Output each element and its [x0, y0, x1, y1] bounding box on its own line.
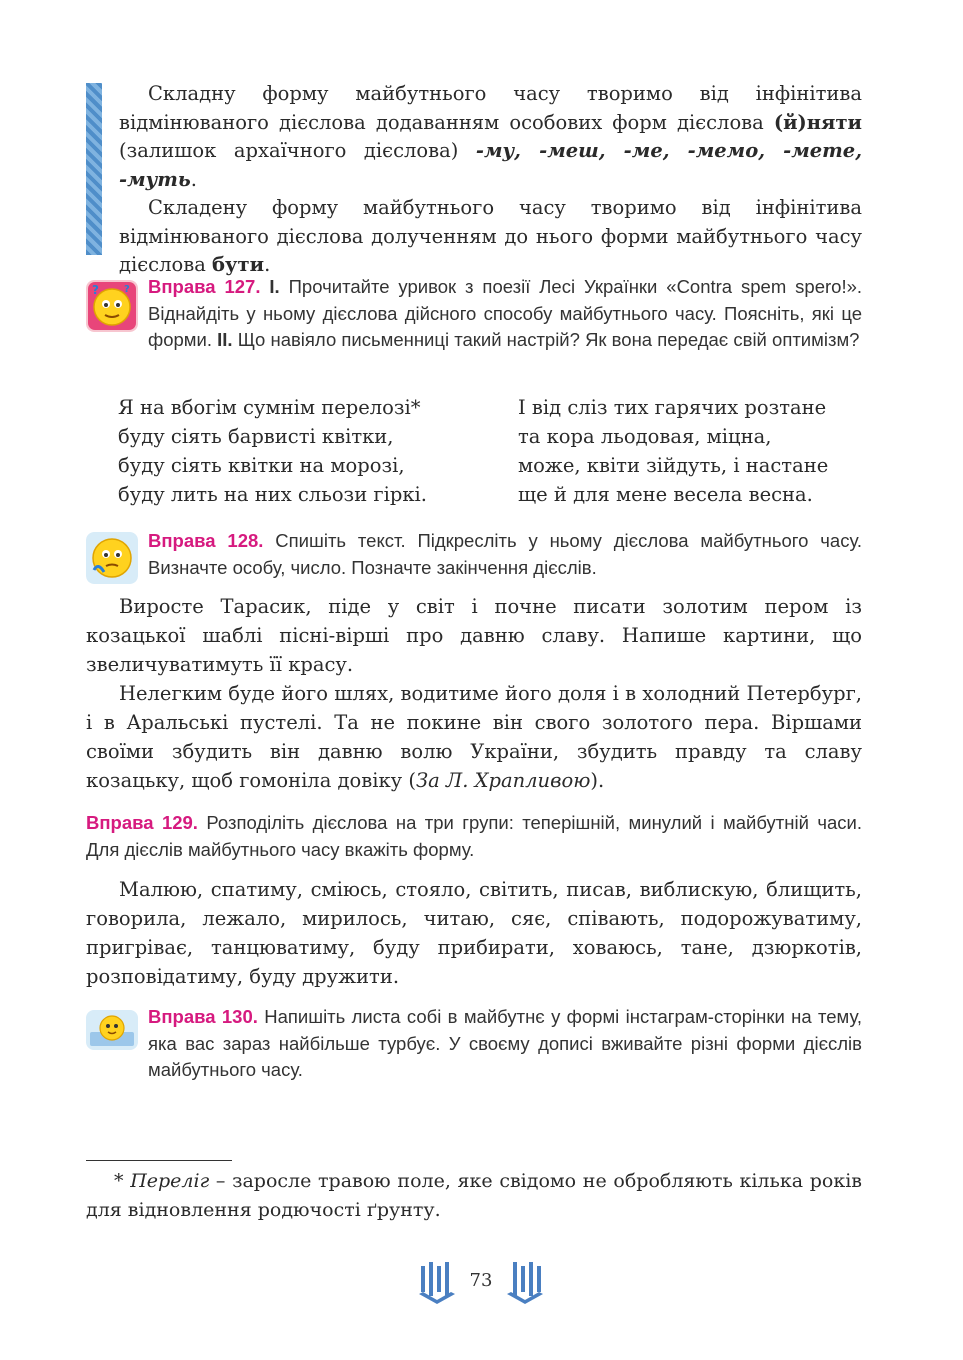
poem-line: буду лить на них сльози гіркі. [118, 483, 427, 506]
exercise-129 [86, 810, 862, 863]
page-number: 73 [469, 1270, 493, 1291]
poem-line: ще й для мене весела весна. [518, 483, 813, 506]
footnote: * Переліг – заросле травою поле, яке свідомо не обробляють кілька років для відновлення родючості ґрунту. [86, 1170, 862, 1221]
poem-line: та кора льодовая, міцна, [518, 425, 772, 448]
exercise-129-text: Вправа 129. Розподіліть дієслова на три групи: теперішній, минулий і майбутній часи. Для дієслів майбутнього часу вкажіть форму. [86, 812, 862, 860]
poem-line: може, квіти зійдуть, і настане [518, 454, 829, 477]
page-number-block [417, 1258, 545, 1306]
poem-line: І від сліз тих гарячих розтане [518, 396, 827, 419]
rule-paragraph-2: Складену форму майбутнього часу творимо від інфінітива відмінюваного дієслова долученням до нього форми майбутнього часу дієслова бути. [119, 196, 862, 276]
rule-paragraph-1: Складну форму майбутнього часу творимо від інфінітива відмінюваного дієслова додаванням особових форм дієслова (й)няти (залишок архаїчного дієслова) -му, -меш, -ме, -мемо, -мете, -муть. [119, 82, 862, 191]
phone-smiley-icon [86, 532, 138, 584]
page-ornament-icon [505, 1260, 545, 1304]
rule-text [119, 80, 862, 280]
svg-text:?: ? [92, 283, 99, 297]
exercise-128-passage [86, 592, 862, 795]
exercise-129-word-list: Малюю, спатиму, сміюсь, стояло, світить, писав, виблискую, блищить, говорила, лежало, мирилось, читаю, сяє, співають, подорожуватиму, пригріває, танцюватиму, буду прибирати, ховаюсь, тане, дзюркотів, розповідатиму, буду дружити. [86, 878, 862, 988]
exercise-128 [86, 528, 862, 581]
exercise-127 [86, 274, 862, 354]
page-ornament-icon [417, 1260, 457, 1304]
writing-smiley-icon [86, 1010, 138, 1050]
passage-paragraph-1: Виросте Тарасик, піде у світ і почне писати золотим пером із козацької шаблі пісні-вірші про давню славу. Напише картини, що звеличуватимуть її красу. [86, 595, 862, 676]
poem-line: Я на вбогім сумнім перелозі* [118, 396, 421, 419]
thinking-smiley-icon [86, 280, 138, 332]
poem-left-column [118, 393, 427, 509]
exercise-130-text: Вправа 130. Напишіть листа собі в майбутнє у формі інстаграм-сторінки на тему, яка вас зараз найбільше турбує. У своєму дописі вживайте різні форми дієслів майбутнього часу. [148, 1006, 863, 1080]
exercise-127-text: Вправа 127. І. Прочитайте уривок з поезії Лесі Українки «Contra spem spero!». Віднайдіть у ньому дієслова дійсного способу майбутнього часу. Поясніть, які це форми. ІІ. Що навіяло письменниці такий настрій? Як вона передає свій оптимізм? [148, 276, 863, 350]
poem-line: буду сіять барвисті квітки, [118, 425, 394, 448]
exercise-130 [86, 1004, 862, 1084]
poem-right-column [518, 393, 828, 509]
svg-text:?: ? [124, 284, 130, 295]
rule-accent-bar [86, 83, 102, 255]
source-attribution: За Л. Храпливою [415, 769, 591, 792]
footnote-divider [86, 1160, 232, 1161]
passage-paragraph-2: Нелегким буде його шлях, водитиме його доля і в холодний Петербург, і в Аральські пустелі. Та не покине він свого золотого пера. Віршами своїми збудить він давню волю України, збудить правду та славу козацьку, щоб гомоніла довіку (За Л. Храпливою). [86, 682, 862, 792]
poem-line: буду сіять квітки на морозі, [118, 454, 405, 477]
rule-block [86, 80, 862, 280]
exercise-128-text: Вправа 128. Спишіть текст. Підкресліть у ньому дієслова майбутнього часу. Визначте особу, число. Позначте закінчення дієслів. [148, 530, 863, 578]
